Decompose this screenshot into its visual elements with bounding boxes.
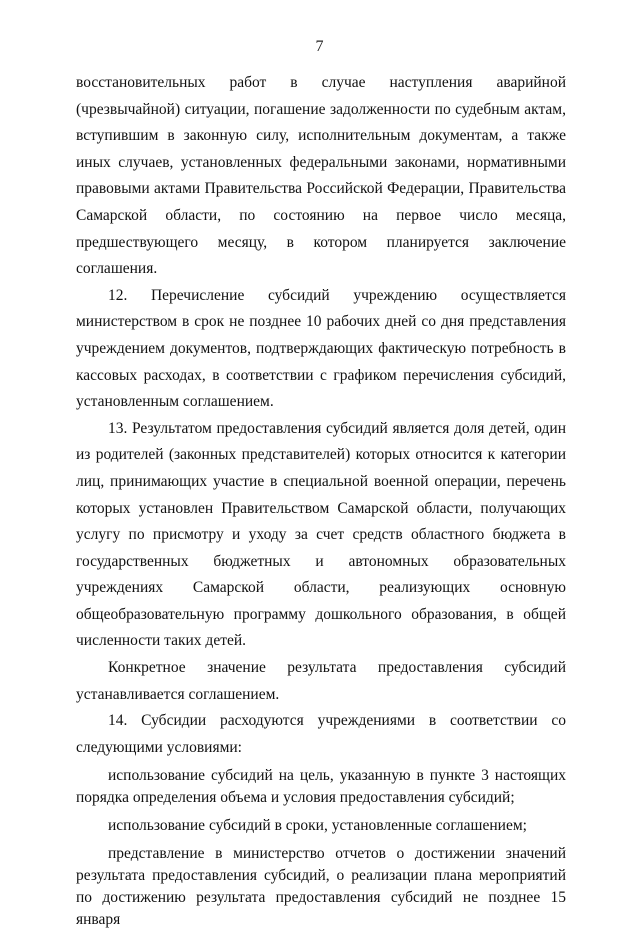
condition-item-1: использование субсидий на цель, указанную в пункте 3 настоящих порядка определения объема и условия предоставления субсидий; xyxy=(76,767,566,807)
condition-item-2: использование субсидий в сроки, установленные соглашением; xyxy=(108,817,527,835)
paragraph-13: 13. Результатом предоставления субсидий является доля детей, один из родителей (законных представителей) которых относится к категории лиц, принимающих участие в специальной военной операции, перечень которых установлен Правительством Самарской области, получающих услугу по присмотру и уходу за счет средств областного бюджета в государственных бюджетных и автономных образовательных учреждениях Самарской области, реализующих основную общеобразовательную программу дошкольного образования, в общей численности таких детей. xyxy=(76,419,566,650)
paragraph-14: 14. Субсидии расходуются учреждениями в соответствии со следующими условиями: xyxy=(76,712,566,756)
page-number: 7 xyxy=(315,38,324,55)
paragraph-12: 12. Перечисление субсидий учреждению осуществляется министерством в срок не позднее 10 рабочих дней со дня представления учреждением документов, подтверждающих фактическую потребность в кассовых расходах, в соответствии с графиком перечисления субсидий, установленным соглашением. xyxy=(76,286,566,411)
document-body xyxy=(76,70,566,931)
paragraph-continuation: восстановительных работ в случае наступления аварийной (чрезвычайной) ситуации, погашение задолженности по судебным актам, вступившим в законную силу, исполнительным документам, а также иных случаев, установленных федеральными законами, нормативными правовыми актами Правительства Российской Федерации, Правительства Самарской области, по состоянию на первое число месяца, предшествующего месяцу, в котором планируется заключение соглашения. xyxy=(76,74,566,278)
paragraph-result-value: Конкретное значение результата предоставления субсидий устанавливается соглашением. xyxy=(76,659,566,703)
condition-item-3: представление в министерство отчетов о достижении значений результата предоставления субсидий, о реализации плана мероприятий по достижению результата предоставления субсидий не позднее 15 января xyxy=(76,845,566,929)
